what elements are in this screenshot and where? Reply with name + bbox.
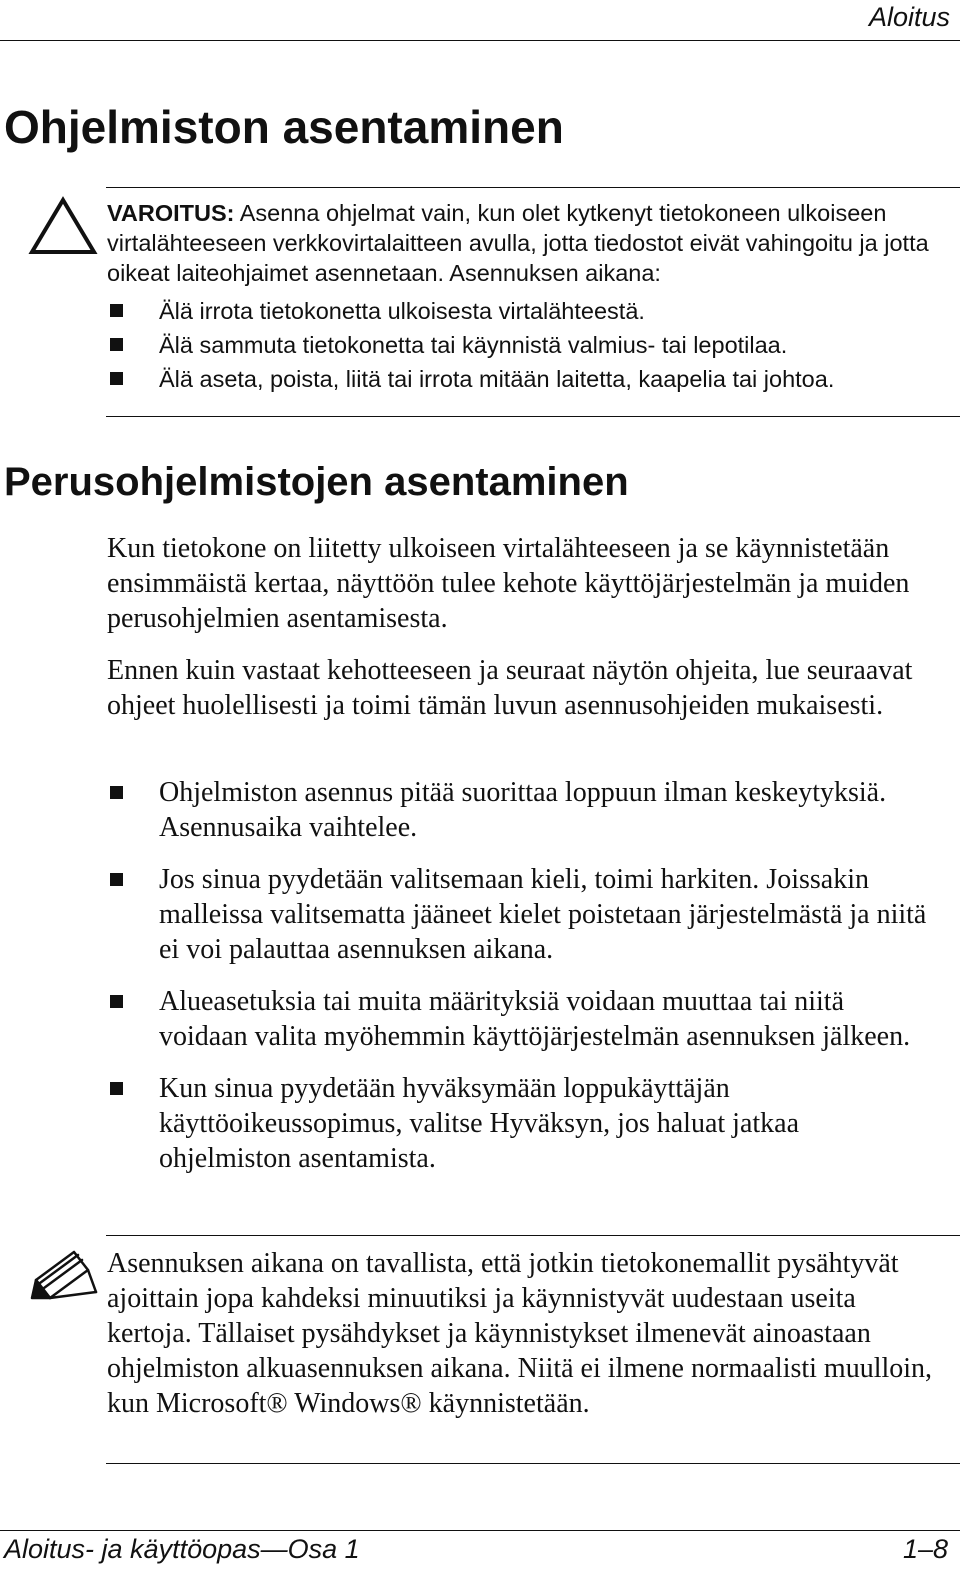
pencil-note-icon bbox=[30, 1244, 100, 1300]
square-bullet-icon bbox=[110, 372, 123, 385]
warning-bottom-rule bbox=[106, 416, 960, 417]
square-bullet-icon bbox=[110, 873, 123, 886]
footer-book-title: Aloitus- ja käyttöopas—Osa 1 bbox=[4, 1534, 360, 1564]
square-bullet-icon bbox=[110, 338, 123, 351]
instruction-item-text: Alueasetuksia tai muita määrityksiä voidaan muuttaa tai niitä voidaan valita myöhemmin käyttöjärjestelmän asennuksen jälkeen. bbox=[159, 986, 911, 1052]
warning-body: Asenna ohjelmat vain, kun olet kytkenyt tietokoneen ulkoiseen virtalähteeseen verkkovirtalaitteen avulla, jotta tiedostot eivät vahingoitu ja jotta oikeat laiteohjaimet asennetaan. Asennuksen aikana: bbox=[107, 200, 929, 286]
page-number: 1–8 bbox=[902, 1534, 948, 1564]
warning-item-text: Älä aseta, poista, liitä tai irrota mitään laitetta, kaapelia tai johtoa. bbox=[159, 366, 835, 392]
warning-list-item bbox=[107, 294, 947, 328]
warning-text bbox=[107, 198, 947, 288]
instruction-list-item bbox=[107, 1071, 937, 1176]
note-text: Asennuksen aikana on tavallista, että jotkin tietokonemallit pysähtyvät ajoittain jopa kahdeksi minuutiksi ja käynnistyvät uudestaan useita kertoja. Tällaiset pysähdykset ja käynnistykset ilmenevät ainoastaan ohjelmiston alkuasennuksen aikana. Niitä ei ilmene normaalisti muulloin, kun Microsoft® Windows® käynnistetään. bbox=[107, 1248, 933, 1419]
square-bullet-icon bbox=[110, 1082, 123, 1095]
warning-list-item bbox=[107, 362, 947, 396]
instruction-item-text: Jos sinua pyydetään valitsemaan kieli, toimi harkiten. Joissakin malleissa valitsematta jääneet kielet poistetaan järjestelmästä ja niitä ei voi palauttaa asennuksen aikana. bbox=[159, 864, 927, 965]
warning-list bbox=[107, 294, 947, 396]
warning-item-text: Älä irrota tietokonetta ulkoisesta virtalähteestä. bbox=[159, 298, 645, 324]
instruction-list-item bbox=[107, 862, 937, 967]
page-title: Ohjelmiston asentaminen bbox=[4, 101, 564, 153]
warning-item-text: Älä sammuta tietokonetta tai käynnistä valmius- tai lepotilaa. bbox=[159, 332, 788, 358]
square-bullet-icon bbox=[110, 304, 123, 317]
instruction-item-text: Kun sinua pyydetään hyväksymään loppukäyttäjän käyttöoikeussopimus, valitse Hyväksyn, jos haluat jatkaa ohjelmiston asentamista. bbox=[159, 1073, 800, 1174]
instruction-list-item bbox=[107, 775, 937, 845]
note-bottom-rule bbox=[106, 1463, 960, 1464]
section-heading: Perusohjelmistojen asentaminen bbox=[4, 460, 629, 504]
instruction-list bbox=[107, 775, 937, 1193]
section-paragraph: Ennen kuin vastaat kehotteeseen ja seuraat näytön ohjeita, lue seuraavat ohjeet huolellisesti ja toimi tämän luvun asennusohjeiden mukaisesti. bbox=[107, 655, 913, 721]
section-paragraph: Kun tietokone on liitetty ulkoiseen virtalähteeseen ja se käynnistetään ensimmäistä kertaa, näyttöön tulee kehote käyttöjärjestelmän ja muiden perusohjelmien asentamisesta. bbox=[107, 533, 910, 634]
warning-triangle-icon bbox=[28, 196, 98, 256]
warning-top-rule bbox=[106, 187, 960, 188]
square-bullet-icon bbox=[110, 995, 123, 1008]
instruction-list-item bbox=[107, 984, 937, 1054]
warning-list-item bbox=[107, 328, 947, 362]
instruction-item-text: Ohjelmiston asennus pitää suorittaa loppuun ilman keskeytyksiä. Asennusaika vaihtelee. bbox=[159, 777, 887, 843]
running-header-section: Aloitus bbox=[868, 2, 950, 32]
footer-rule bbox=[0, 1530, 960, 1531]
note-top-rule bbox=[106, 1235, 960, 1236]
warning-label: VAROITUS: bbox=[107, 200, 235, 226]
header-rule bbox=[0, 40, 960, 41]
square-bullet-icon bbox=[110, 786, 123, 799]
